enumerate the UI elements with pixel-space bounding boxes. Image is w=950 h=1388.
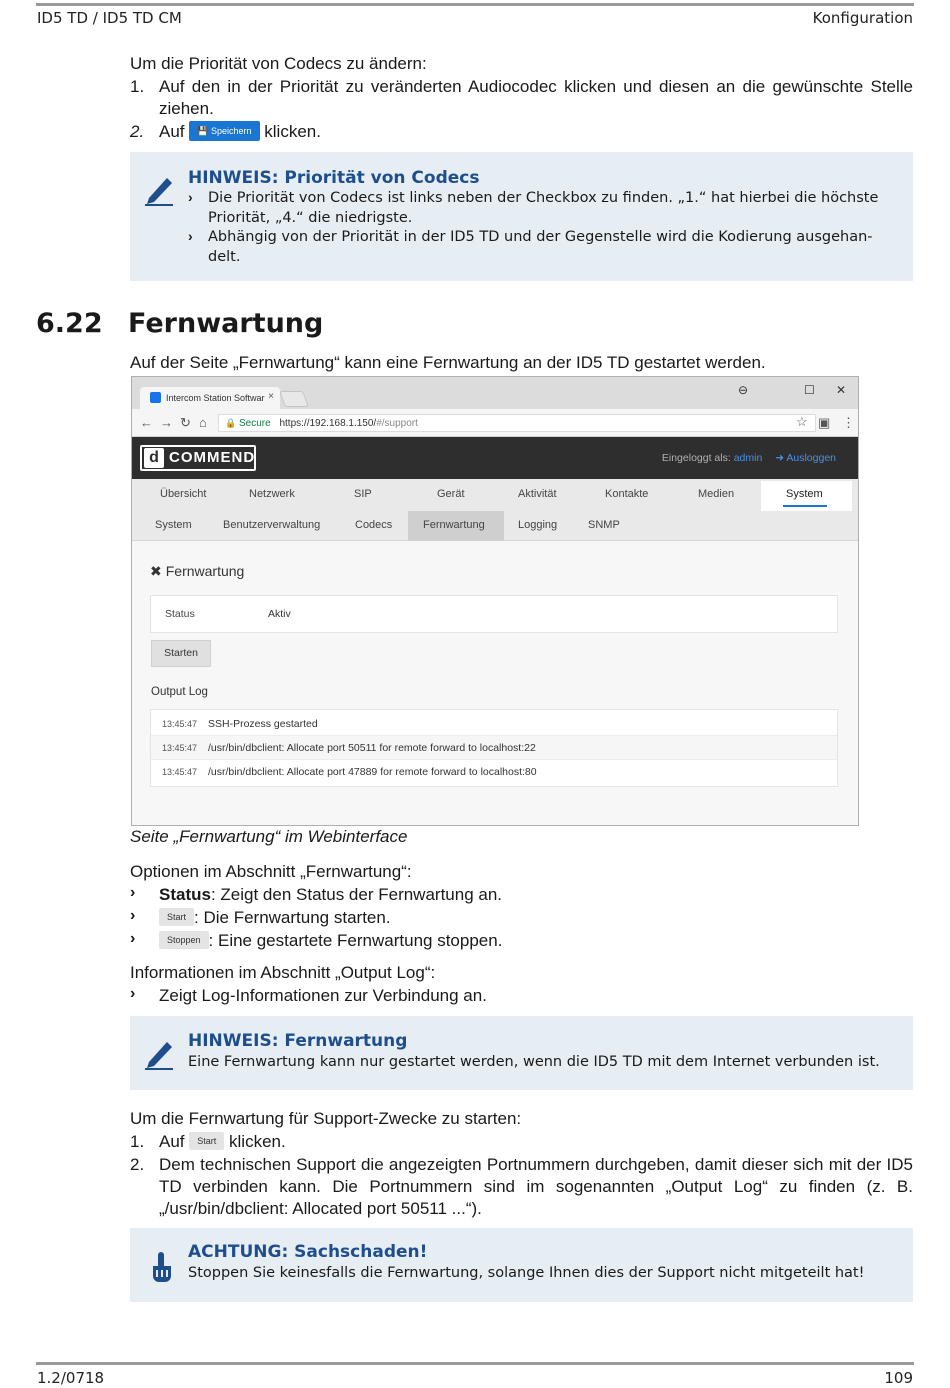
log-time: 13:45:47 [162,719,198,729]
subnav-item[interactable]: SNMP [588,519,620,531]
note-box [130,1016,913,1090]
note-box [130,152,913,281]
bullet-icon: › [130,985,136,1002]
chapter-title: Konfiguration [812,9,913,27]
warning-title: ACHTUNG: Sachschaden! [188,1242,428,1262]
address-bar [132,409,858,437]
support-lead: Um die Fernwartung für Support-Zwecke zu starten: [130,1109,522,1128]
reload-icon[interactable]: ↻ [180,415,191,430]
nav-item[interactable]: Netzwerk [249,488,295,500]
log-time: 13:45:47 [162,743,198,753]
log-time: 13:45:47 [162,767,198,777]
option-start: Start : Die Fernwartung starten. [159,907,391,929]
close-window-icon[interactable]: ✕ [836,383,847,397]
option-status: Status: Zeigt den Status der Fernwartung an. [159,885,503,904]
login-info [662,452,836,464]
nav-item[interactable]: Kontakte [605,488,649,500]
subnav-item[interactable]: Logging [518,519,558,531]
save-button[interactable]: 💾 Speichern [189,121,259,141]
warning-hand-icon [150,1250,174,1284]
log-message: SSH-Prozess gestarted [208,718,318,730]
info-lead: Informationen im Abschnitt „Output Log“: [130,963,436,982]
user-link[interactable]: admin [733,452,763,464]
logo-mark-icon: d [144,448,164,468]
step-number: 1. [130,1132,145,1151]
account-icon[interactable]: ⊖ [738,383,749,397]
url-field[interactable] [218,414,816,432]
step-number: 2. [130,122,145,141]
status-value: Aktiv [268,608,291,620]
nav-item[interactable]: Medien [698,488,735,500]
version: 1.2/0718 [37,1369,105,1387]
webinterface-screenshot [131,376,859,826]
note-title: HINWEIS: Priorität von Codecs [188,168,480,188]
output-log-label: Output Log [151,686,208,698]
star-icon[interactable]: ☆ [796,414,808,429]
subnav-label: Fernwartung [423,519,485,531]
nav-item-label: System [786,488,823,500]
status-card [150,595,838,633]
note-bullet-text: Abhängig von der Priorität in der ID5 TD und der Gegenstelle wird die Kodierung ausgehan-delt. [208,229,873,265]
log-row [151,736,837,760]
nav-item[interactable]: Gerät [437,488,465,500]
output-log [150,709,838,787]
log-message: /usr/bin/dbclient: Allocate port 50511 for remote forward to localhost:22 [208,742,536,754]
intro-lead: Um die Priorität von Codecs zu ändern: [130,54,427,73]
pencil-icon [143,172,175,206]
log-message: /usr/bin/dbclient: Allocate port 47889 for remote forward to localhost:80 [208,766,537,778]
note-title: HINWEIS: Fernwartung [188,1031,408,1051]
page-number: 109 [884,1369,913,1387]
sub-nav [132,511,858,541]
start-button[interactable]: Starten [151,640,211,667]
nav-item[interactable]: SIP [354,488,372,500]
tab-label: Intercom Station Softwar [166,393,265,403]
forward-icon[interactable]: → [160,415,173,430]
bullet-icon: › [130,930,136,947]
note-text: Eine Fernwartung kann nur gestartet werden, wenn die ID5 TD mit dem Internet verbunden ist. [188,1054,880,1070]
start-button-inline[interactable]: Start [189,1132,224,1150]
logout-icon: ➜ [775,452,785,464]
menu-icon[interactable]: ⋮ [842,415,855,430]
step-text: Auf den in der Priorität zu veränderten Audiocodec klicken und diesen an die gewünschte Stelle ziehen. [159,77,913,118]
secure-label: Secure [239,418,271,429]
section-lead: Auf der Seite „Fernwartung“ kann eine Fernwartung an der ID5 TD gestartet werden. [130,353,766,372]
warning-text: Stoppen Sie keinesfalls die Fernwartung, solange Ihnen dies der Support nicht mitgeteilt hat! [188,1265,865,1281]
url-base: https://192.168.1.150/ [279,418,377,429]
subnav-item[interactable]: Codecs [355,519,393,531]
subnav-item[interactable]: System [155,519,192,531]
bullet-icon: › [130,907,136,924]
step-text: Auf Start klicken. [159,1132,286,1151]
status-label: Status [165,608,195,620]
home-icon[interactable]: ⌂ [199,415,207,430]
step-text [159,121,913,143]
lock-icon: 🔒 [225,418,237,428]
pencil-icon [143,1036,175,1070]
log-row [151,760,837,784]
maximize-icon[interactable]: ☐ [804,383,815,397]
close-icon[interactable]: × [268,391,274,402]
bullet-icon: › [188,228,193,244]
step-number: 2. [130,1155,145,1174]
step-post: klicken. [264,122,321,141]
start-button-inline[interactable]: Start [159,908,194,926]
warning-box [130,1228,913,1302]
cast-icon[interactable]: ▣ [818,415,831,430]
section-title: Fernwartung [128,308,324,339]
page-title: ✖ Fernwartung [150,563,245,579]
figure-caption: Seite „Fernwartung“ im Webinterface [130,827,408,846]
step-text: Dem technischen Support die angezeigten Portnummern durchgeben, damit dieser sich mit der ID5 TD verbinden kann. Die Portnummern sind im sogenannten „Output Log“ zu finden (z. B. „/usr/bin/dbclient: Allocated port 50511 ...“). [159,1155,913,1218]
nav-item[interactable]: Übersicht [160,488,207,500]
note-bullet-text: Die Priorität von Codecs ist links neben der Checkbox zu finden. „1.“ hat hierbei die höchste Priorität, „4.“ die niedrigste. [208,190,879,226]
log-row [151,712,837,736]
favicon-icon [150,392,161,403]
url-path: #/support [376,418,418,429]
info-item: Zeigt Log-Informationen zur Verbindung an. [159,986,487,1005]
options-lead: Optionen im Abschnitt „Fernwartung“: [130,862,412,881]
browser-tabbar [132,377,858,409]
doc-title: ID5 TD / ID5 TD CM [37,9,182,27]
save-icon: 💾 [197,126,209,137]
footer-rule [36,1362,914,1365]
subnav-item-fernwartung[interactable] [408,511,504,541]
new-tab-button[interactable] [279,391,309,407]
stop-button-inline[interactable]: Stoppen [159,931,209,949]
header-rule [36,3,914,6]
bullet-icon: › [130,884,136,901]
step-number: 1. [130,77,145,96]
tools-icon: ✖ [150,563,162,579]
app-header [132,437,858,479]
subnav-item[interactable]: Benutzerverwaltung [223,519,321,531]
bullet-icon: › [188,189,193,205]
logged-in-label: Eingeloggt als: [661,452,731,464]
browser-tab[interactable] [140,387,280,409]
nav-item-system[interactable] [761,481,852,511]
option-status-label: Status [159,885,211,904]
section-number: 6.22 [36,308,103,339]
page-content [132,541,858,826]
active-underline [783,505,827,507]
nav-item[interactable]: Aktivität [518,488,557,500]
back-icon[interactable]: ← [140,415,153,430]
logo-text: COMMEND [169,449,256,466]
main-nav [132,479,858,511]
logout-link[interactable]: ➜ Ausloggen [775,452,836,464]
option-stop: Stoppen : Eine gestartete Fernwartung stoppen. [159,930,502,952]
step-pre: Auf [159,122,185,141]
commend-logo [140,445,256,471]
